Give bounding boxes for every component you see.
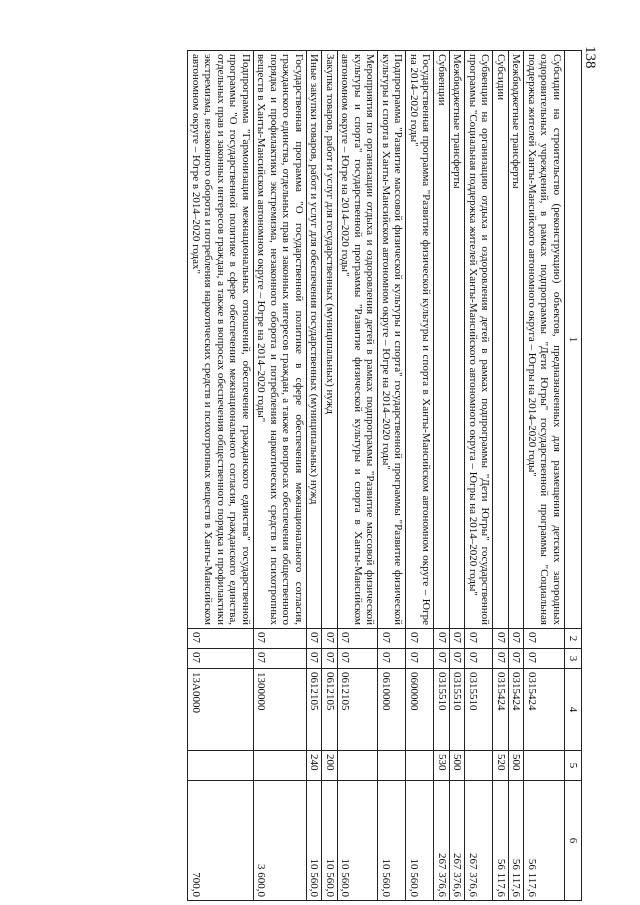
- row-subsection-cell: 07: [465, 649, 493, 669]
- row-name-cell: Субвенции: [434, 51, 450, 629]
- row-subsection-cell: 07: [434, 649, 450, 669]
- row-name-cell: Мероприятия по организации отдыха и оздоровления детей в рамках подпрограммы "Развитие массовой физической культуры и спорта" государственной программы "Развитие физической культуры и спорта в Ханты-Мансийском автономном округе – Югре на 2014–2020 годы": [338, 51, 379, 629]
- row-sum-cell: 267 376,6: [465, 781, 493, 901]
- row-sum-cell: 56 117,6: [493, 781, 509, 901]
- budget-table: [188, 50, 583, 901]
- row-target-article-cell: 13А0000: [188, 669, 254, 751]
- row-target-article-cell: 0315510: [450, 669, 466, 751]
- row-expense-type-cell: 200: [322, 751, 338, 781]
- row-section-cell: 07: [338, 629, 379, 649]
- row-expense-type-cell: [254, 751, 307, 781]
- row-sum-cell: 267 376,6: [450, 781, 466, 901]
- row-target-article-cell: 0612105: [322, 669, 338, 751]
- row-section-cell: 07: [434, 629, 450, 649]
- row-expense-type-cell: 240: [307, 751, 323, 781]
- table-row: [188, 51, 254, 901]
- row-sum-cell: 700,0: [188, 781, 254, 901]
- row-name-cell: Субсидии на строительство (реконструкцию) объектов, предназначенных для размещения детских загородных оздоровительных учреждений, в рамках подпрограммы "Дети Югры" государственной программы "Социальная поддержка жителей Ханты-Мансийского автономного округа – Югры на 2014–2020 годы": [524, 51, 565, 629]
- rotated-page-content: [62, 50, 582, 900]
- row-sum-cell: 56 117,6: [524, 781, 565, 901]
- row-sum-cell: 3 600,0: [254, 781, 307, 901]
- table-row: [434, 51, 450, 901]
- row-name-cell: Иные закупки товаров, работ и услуг для обеспечения государственных (муниципальных) нужд: [307, 51, 323, 629]
- table-row: [307, 51, 323, 901]
- row-expense-type-cell: [338, 751, 379, 781]
- table-row: [524, 51, 565, 901]
- header-col-3: 3: [565, 649, 582, 669]
- page-number: 138: [582, 46, 598, 69]
- header-col-2: 2: [565, 629, 582, 649]
- row-sum-cell: 10 560,0: [322, 781, 338, 901]
- row-subsection-cell: 07: [254, 649, 307, 669]
- row-section-cell: 07: [322, 629, 338, 649]
- row-expense-type-cell: [406, 751, 434, 781]
- row-target-article-cell: 0315510: [465, 669, 493, 751]
- row-target-article-cell: 0612105: [307, 669, 323, 751]
- table-row: [509, 51, 525, 901]
- row-expense-type-cell: [188, 751, 254, 781]
- row-section-cell: 07: [406, 629, 434, 649]
- header-row: [565, 51, 582, 901]
- row-target-article-cell: 0315424: [493, 669, 509, 751]
- row-expense-type-cell: 500: [450, 751, 466, 781]
- row-name-cell: Субвенции на организацию отдыха и оздоровления детей в рамках подпрограммы "Дети Югры" государственной программы "Социальная поддержка жителей Ханты-Мансийского автономного округа – Югры на 2014–2020 годы": [465, 51, 493, 629]
- header-col-5: 5: [565, 751, 582, 781]
- row-section-cell: 07: [465, 629, 493, 649]
- row-target-article-cell: 0600000: [406, 669, 434, 751]
- row-subsection-cell: 07: [338, 649, 379, 669]
- row-target-article-cell: 0315510: [434, 669, 450, 751]
- row-subsection-cell: 07: [493, 649, 509, 669]
- row-section-cell: 07: [524, 629, 565, 649]
- row-sum-cell: 10 560,0: [406, 781, 434, 901]
- row-target-article-cell: 0315424: [509, 669, 525, 751]
- table-body: [188, 51, 565, 901]
- row-name-cell: Подпрограмма "Гармонизация межнациональных отношений, обеспечение гражданского единства" государственной программы "О государственной политике в сфере обеспечения межнационального согласия, гражданского единства, отдельных прав и законных интересов граждан, а также в вопросах обеспечения общественного порядка и профилактики экстремизма, незаконного оборота и потребления наркотических средств и психотропных веществ в Ханты-Мансийском автономном округе – Югре в 2014–2020 годах": [188, 51, 254, 629]
- row-expense-type-cell: 500: [509, 751, 525, 781]
- table-row: [406, 51, 434, 901]
- table-row: [338, 51, 379, 901]
- row-section-cell: 07: [509, 629, 525, 649]
- table-row: [450, 51, 466, 901]
- row-name-cell: Межбюджетные трансферты: [509, 51, 525, 629]
- row-section-cell: 07: [188, 629, 254, 649]
- row-name-cell: Государственная программа "Развитие физической культуры и спорта в Ханты-Мансийском автономном округе – Югре на 2014–2020 годы": [406, 51, 434, 629]
- row-name-cell: Субсидии: [493, 51, 509, 629]
- row-subsection-cell: 07: [450, 649, 466, 669]
- row-target-article-cell: 1300000: [254, 669, 307, 751]
- row-sum-cell: 56 117,6: [509, 781, 525, 901]
- row-name-cell: Закупка товаров, работ и услуг для государственных (муниципальных) нужд: [322, 51, 338, 629]
- table-header: [565, 51, 582, 901]
- table-row: [465, 51, 493, 901]
- row-name-cell: Межбюджетные трансферты: [450, 51, 466, 629]
- row-expense-type-cell: 530: [434, 751, 450, 781]
- row-expense-type-cell: [465, 751, 493, 781]
- row-section-cell: 07: [254, 629, 307, 649]
- row-target-article-cell: 0610000: [378, 669, 406, 751]
- row-subsection-cell: 07: [188, 649, 254, 669]
- row-sum-cell: 10 560,0: [378, 781, 406, 901]
- header-col-4: 4: [565, 669, 582, 751]
- table-row: [254, 51, 307, 901]
- header-col-6: 6: [565, 781, 582, 901]
- table-row: [493, 51, 509, 901]
- row-section-cell: 07: [307, 629, 323, 649]
- row-expense-type-cell: [378, 751, 406, 781]
- row-sum-cell: 10 560,0: [338, 781, 379, 901]
- table-row: [378, 51, 406, 901]
- row-section-cell: 07: [378, 629, 406, 649]
- row-sum-cell: 267 376,6: [434, 781, 450, 901]
- row-subsection-cell: 07: [509, 649, 525, 669]
- row-sum-cell: 10 560,0: [307, 781, 323, 901]
- row-section-cell: 07: [493, 629, 509, 649]
- row-subsection-cell: 07: [307, 649, 323, 669]
- row-target-article-cell: 0315424: [524, 669, 565, 751]
- row-subsection-cell: 07: [378, 649, 406, 669]
- row-target-article-cell: 0612105: [338, 669, 379, 751]
- row-subsection-cell: 07: [406, 649, 434, 669]
- row-expense-type-cell: [524, 751, 565, 781]
- table-row: [322, 51, 338, 901]
- header-col-1: 1: [565, 51, 582, 629]
- row-name-cell: Подпрограмма "Развитие массовой физической культуры и спорта" государственной программы "Развитие физической культуры и спорта в Ханты-Мансийском автономном округе – Югре на 2014–2020 годы": [378, 51, 406, 629]
- row-expense-type-cell: 520: [493, 751, 509, 781]
- row-subsection-cell: 07: [322, 649, 338, 669]
- row-name-cell: Государственная программа "О государственной политике в сфере обеспечения межнационального согласия, гражданского единства, отдельных прав и законных интересов граждан, а также в вопросах обеспечения общественного порядка и профилактики экстремизма, незаконного оборота и потребления наркотических средств и психотропных веществ в Ханты-Мансийском автономном округе – Югре на 2014–2020 годы": [254, 51, 307, 629]
- row-subsection-cell: 07: [524, 649, 565, 669]
- row-section-cell: 07: [450, 629, 466, 649]
